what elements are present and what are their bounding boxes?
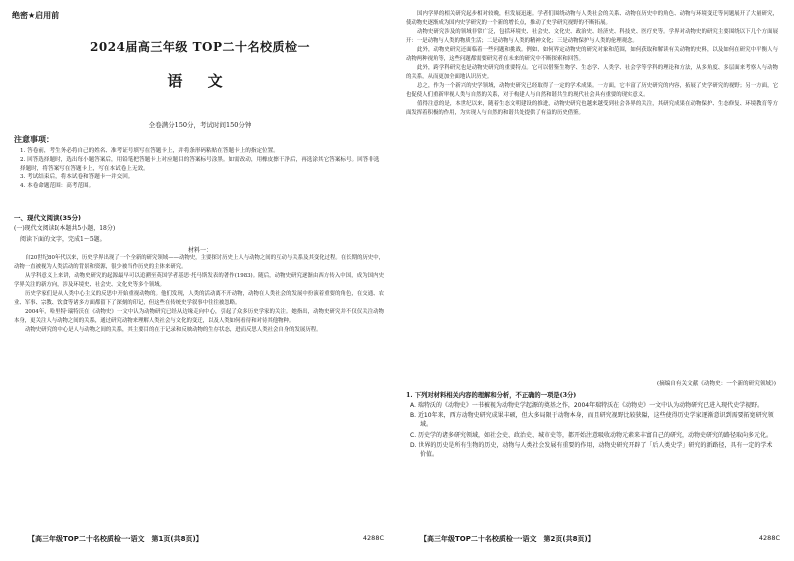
text-heading: (一)现代文阅读Ⅰ(本题共5小题，18分) bbox=[14, 225, 116, 232]
option-c: C. 历史学的诸多研究领域，如社会史、政治史、城市史等，都开始注意吸收动物元素来丰富自己的研究，动物史研究的路径取向多元化。 bbox=[410, 431, 773, 439]
footer-code: 4288C bbox=[362, 534, 384, 542]
question-stem: 1. 下列对材料相关内容的理解和分析，不正确的一项是(3分) bbox=[406, 392, 577, 399]
footer-code: 4288C bbox=[758, 534, 780, 542]
paragraph: 从学科意义上来讲，动物史研究的起源最早可以追溯至英国学者基思·托马斯发表的著作(1983)。随后，动物史研究逐渐由西方传入中国，成为国内史学界关注的新方向，涉及环境史、社会史、文化史等多个领域。 bbox=[14, 273, 384, 288]
notes-heading: 注意事项： bbox=[14, 135, 54, 144]
footer-text: 【高三年级TOP二十名校质检一·语文 第1页(共8页)】 bbox=[28, 535, 203, 543]
paragraph: 国内学界的相关研究起步相对较晚，但发展迅速。学者们围绕动物与人类社会的关系、动物在历史中的角色、动物与环境变迁等问题展开了大量研究，使动物史逐渐成为国内史学研究的一个新的增长点，推动了史学研究视野的不断拓展。 bbox=[406, 11, 778, 26]
subject-title: 语 文 bbox=[167, 72, 233, 90]
footer-text: 【高三年级TOP二十名校质检一·语文 第2页(共8页)】 bbox=[420, 535, 595, 543]
paragraph: 动物史研究涉及的领域非常广泛，包括环境史、社会史、文化史、政治史、经济史、科技史、医疗史等。学界对动物史的研究主要围绕以下几个方面展开：一是动物与人类的物质生活；二是动物与人类的精神文化；三是动物保护与人类的伦理观念。 bbox=[406, 29, 778, 44]
exam-meta: 全卷满分150分，考试时间150分钟 bbox=[148, 121, 252, 129]
confidential-label: 绝密★启用前 bbox=[12, 11, 60, 20]
paragraph: 2004年，哈里特·瑞特沃在《动物史》一文中认为动物研究已经从边缘走向中心，引起了众多历史学家的关注。她指出，动物史研究并不仅仅关注动物本身，更关注人与动物之间的关系，通过研究动物来理解人类社会与文化的变迁，以及人类如何看待和对待其他物种。 bbox=[14, 309, 384, 324]
source-citation: (摘编自有关文献《动物史：一个新的研究领域》) bbox=[656, 381, 776, 387]
paragraph: 此外，跨学科研究也是动物史研究的重要特点。它可以借鉴生物学、生态学、人类学、社会学等学科的理论和方法，从多角度、多层面来考察人与动物的关系，从而更加全面地认识历史。 bbox=[406, 65, 778, 80]
note-item: 3. 考试结束后，将本试卷和答题卡一并交回。 bbox=[20, 174, 134, 181]
paragraph: 动物史研究的中心是人与动物之间的关系，其主要目的在于记录和反映动物的生存状态，进而反思人类社会自身的发展历程。 bbox=[25, 327, 322, 333]
note-item: 1. 答卷前，考生务必将自己的姓名、准考证号填写在答题卡上，并将条形码粘贴在答题卡上的指定位置。 bbox=[20, 148, 279, 154]
note-item: 2. 回答选择题时，选出每小题答案后，用铅笔把答题卡上对应题目的答案标号涂黑。如需改动，用橡皮擦干净后，再选涂其它答案标号。回答非选择题时，将答案写在答题卡上，写在本试卷上无效。 bbox=[20, 156, 380, 172]
material-label: 材料一： bbox=[187, 247, 212, 254]
paragraph: 此外，动物史研究还面临着一些问题和挑战。例如，如何界定动物史的研究对象和范围，如何获取和解读有关动物的史料，以及如何在研究中平衡人与动物两种视角等，这些问题都需要研究者在未来的研究中不断探索和回答。 bbox=[406, 47, 778, 62]
passage-body bbox=[14, 254, 384, 335]
answer-options bbox=[410, 401, 776, 460]
exam-page-1 bbox=[10, 8, 390, 554]
paragraph: 值得注意的是，本世纪以来，随着生态文明建设的推进，动物史研究也越来越受到社会各界的关注，其研究成果在动物保护、生态修复、环境教育等方面发挥着积极的作用，为实现人与自然的和谐共处提供了有益的历史借鉴。 bbox=[406, 101, 778, 116]
notes-list bbox=[20, 147, 384, 191]
exam-title: 2024届高三年级 TOP二十名校质检一 bbox=[90, 40, 310, 54]
note-item: 4. 本卷命题范围：高考范围。 bbox=[20, 183, 95, 190]
passage-instruction: 阅读下面的文字，完成1～5题。 bbox=[20, 236, 106, 243]
passage-body-continued bbox=[406, 10, 778, 118]
option-d: D. 世界的历史是所有生物的历史，动物与人类社会发展有重要的作用，动物史研究开辟了「后人类史学」研究的新路径，具有一定的学术价值。 bbox=[410, 441, 773, 459]
paragraph: 自20世纪80年代以来，历史学界出现了一个全新的研究领域——动物史，主要探讨历史上人与动物之间的互动与关系及其变化过程。在长期的历史中，动物一直被视为人类活动的背景和资源，很少被当作历史的主体来研究。 bbox=[14, 255, 384, 270]
exam-page-2 bbox=[402, 8, 786, 554]
section-heading: 一、现代文阅读(35分) bbox=[14, 214, 81, 222]
paragraph: 历史学家们是从人类中心主义的反思中开始重视动物的。他们发现，人类的活动离不开动物，动物在人类社会的发展中扮演着重要的角色，在交通、农业、军事、宗教、饮食等诸多方面都留下了深刻的印记，但这些在传统史学叙事中往往被忽略。 bbox=[14, 291, 384, 306]
paragraph: 总之，作为一个新兴的史学领域，动物史研究已经取得了一定的学术成果。一方面，它丰富了历史研究的内容，拓展了史学研究的视野；另一方面，它也促使人们重新审视人类与自然的关系，对于构建人与自然和谐共生的现代社会具有重要的现实意义。 bbox=[406, 83, 778, 98]
option-a: A. 瑞特沃的《动物史》一书被视为动物史学起源的奠基之作，2004年瑞特沃在《动物史》一文中认为动物研究已进入现代史学视野。 bbox=[410, 402, 764, 409]
option-b: B. 近10年来，西方动物史研究成果丰硕，但大多局限于动物本身，而且研究视野比较狭隘，这些使得历史学家逐渐意识到需要拓宽研究领域。 bbox=[410, 412, 774, 429]
